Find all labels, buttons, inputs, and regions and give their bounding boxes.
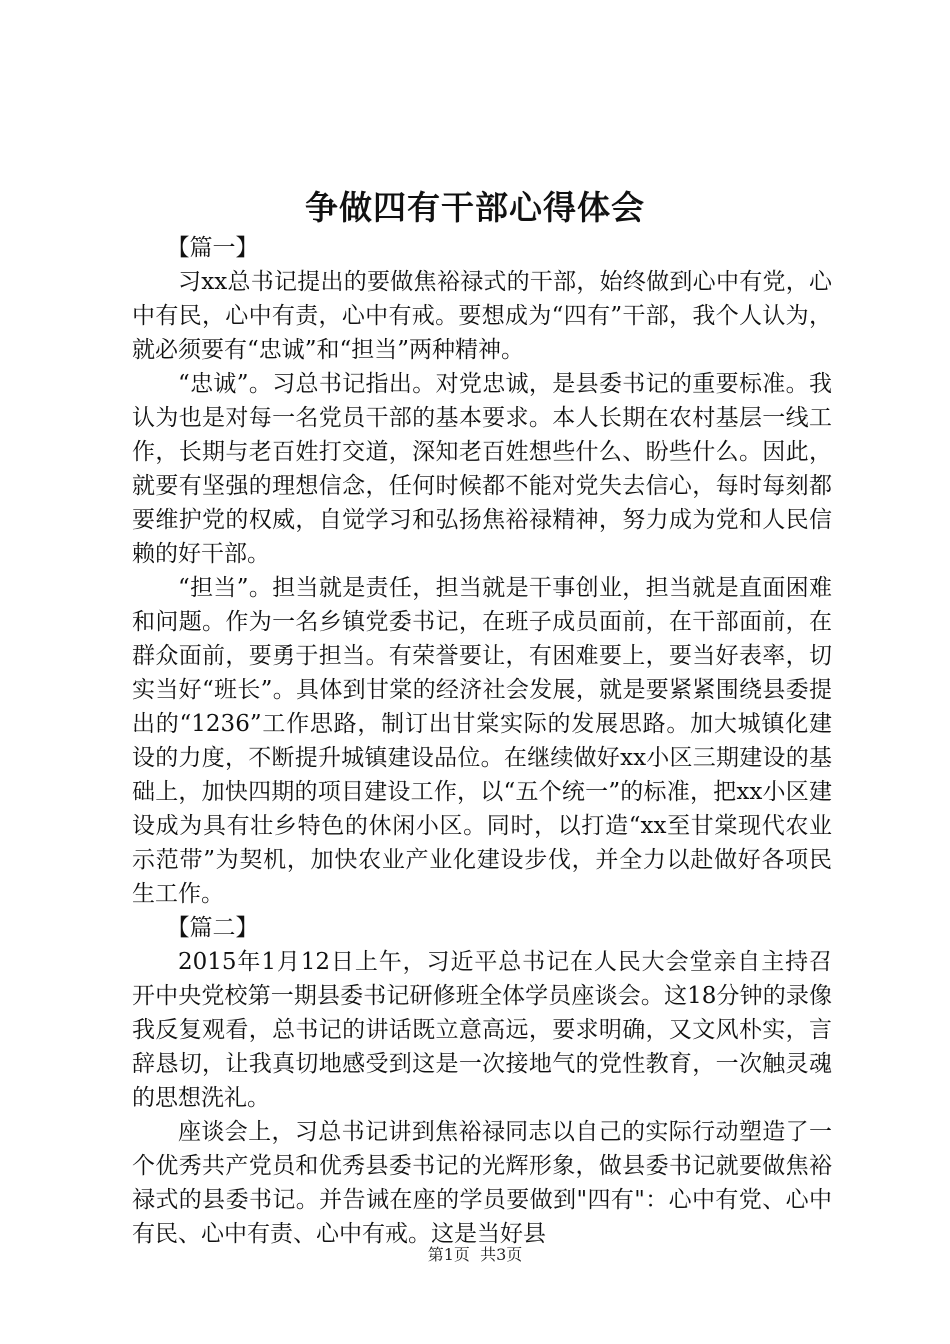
body-paragraph: “担当”。担当就是责任，担当就是干事创业，担当就是直面困难和问题。作为一名乡镇党委书记，在班子成员面前，在干部面前，在群众面前，要勇于担当。有荣誉要让，有困难要上，要当好表率，切实当好“班长”。具体到甘棠的经济社会发展，就是要紧紧围绕县委提出的“1236”工作思路，制订出甘棠实际的发展思路。加大城镇化建设的力度，不断提升城镇建设品位。在继续做好xx小区三期建设的基础上，加快四期的项目建设工作，以“五个统一”的标准，把xx小区建设成为具有壮乡特色的休闲小区。同时，以打造“xx至甘棠现代农业示范带”为契机，加快农业产业化建设步伐，并全力以赴做好各项民生工作。 xyxy=(132,575,832,907)
section-heading: 【篇二】 xyxy=(166,915,259,941)
document-body xyxy=(132,231,832,1251)
body-paragraph: 2015年1月12日上午，习近平总书记在人民大会堂亲自主持召开中央党校第一期县委书记研修班全体学员座谈会。这18分钟的录像我反复观看，总书记的讲话既立意高远，要求明确，又文风朴实，言辞恳切，让我真切地感受到这是一次接地气的党性教育，一次触灵魂的思想洗礼。 xyxy=(132,949,832,1111)
page-footer xyxy=(0,1244,950,1266)
document-title: 争做四有干部心得体会 xyxy=(305,188,645,227)
page-total: 共3页 xyxy=(480,1245,523,1264)
body-paragraph: “忠诚”。习总书记指出。对党忠诚，是县委书记的重要标准。我认为也是对每一名党员干部的基本要求。本人长期在农村基层一线工作，长期与老百姓打交道，深知老百姓想些什么、盼些什么。因此，就要有坚强的理想信念，任何时候都不能对党失去信心，每时每刻都要维护党的权威，自觉学习和弘扬焦裕禄精神，努力成为党和人民信赖的好干部。 xyxy=(132,371,832,567)
body-paragraph: 习xx总书记提出的要做焦裕禄式的干部，始终做到心中有党，心中有民，心中有责，心中有戒。要想成为“四有”干部，我个人认为，就必须要有“忠诚”和“担当”两种精神。 xyxy=(132,269,832,363)
page-number: 第1页 xyxy=(427,1245,470,1264)
section-heading: 【篇一】 xyxy=(166,235,259,261)
body-paragraph: 座谈会上，习总书记讲到焦裕禄同志以自己的实际行动塑造了一个优秀共产党员和优秀县委书记的光辉形象，做县委书记就要做焦裕禄式的县委书记。并告诫在座的学员要做到"四有"：心中有党、心中有民、心中有责、心中有戒。这是当好县 xyxy=(132,1119,832,1247)
